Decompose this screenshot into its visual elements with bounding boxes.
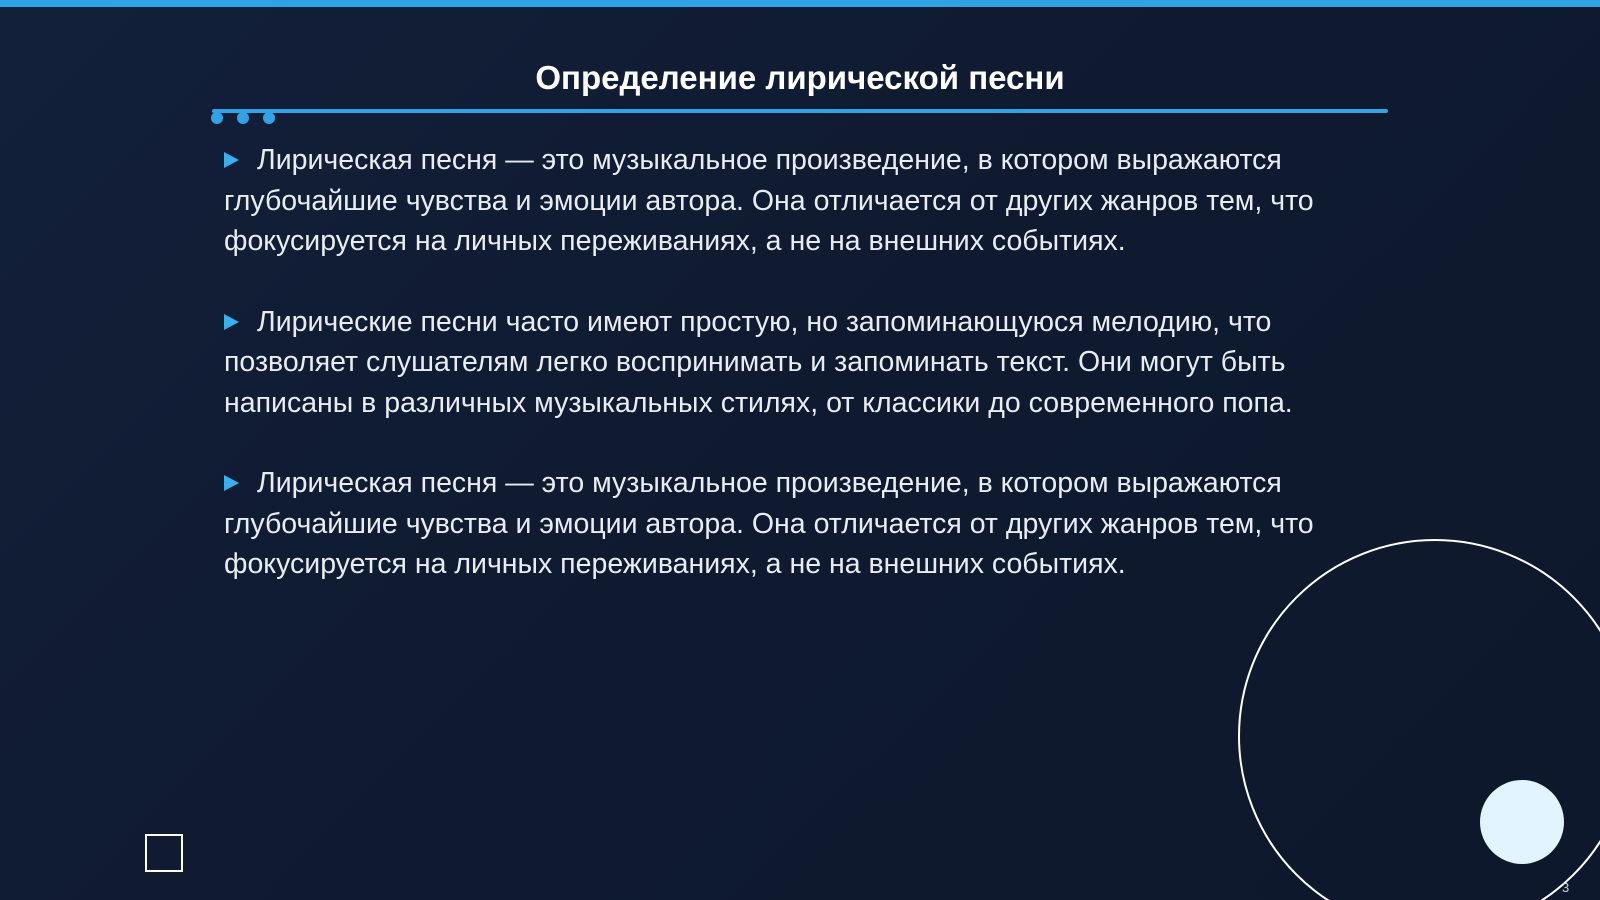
dot-decoration [211, 112, 223, 124]
dot-decoration [263, 112, 275, 124]
square-decoration [145, 834, 183, 872]
triangle-right-icon [224, 475, 239, 491]
title-dots [211, 112, 275, 124]
bullet-text: Лирическая песня — это музыкальное произведение, в котором выражаются глубочайшие чувства и эмоции автора. Она отличается от других жанров тем, что фокусируется на личных переживаниях, а не на внешних событиях. [224, 144, 1314, 257]
bullet-list [224, 140, 1384, 625]
filled-circle-decoration [1480, 780, 1564, 864]
bullet-item [224, 140, 1384, 262]
bullet-text: Лирическая песня — это музыкальное произведение, в котором выражаются глубочайшие чувства и эмоции автора. Она отличается от других жанров тем, что фокусируется на личных переживаниях, а не на внешних событиях. [224, 467, 1314, 580]
top-accent-bar [0, 0, 1600, 7]
bullet-item [224, 463, 1384, 585]
dot-decoration [237, 112, 249, 124]
title-underline [212, 109, 1388, 113]
triangle-right-icon [224, 314, 239, 330]
bullet-item [224, 302, 1384, 424]
page-number: 3 [1562, 880, 1570, 895]
bullet-text: Лирические песни часто имеют простую, но запоминающуюся мелодию, что позволяет слушателям легко воспринимать и запоминать текст. Они могут быть написаны в различных музыкальных стилях, от классики до современного попа. [224, 305, 1293, 419]
triangle-right-icon [224, 152, 239, 168]
slide-title: Определение лирической песни [535, 59, 1065, 96]
